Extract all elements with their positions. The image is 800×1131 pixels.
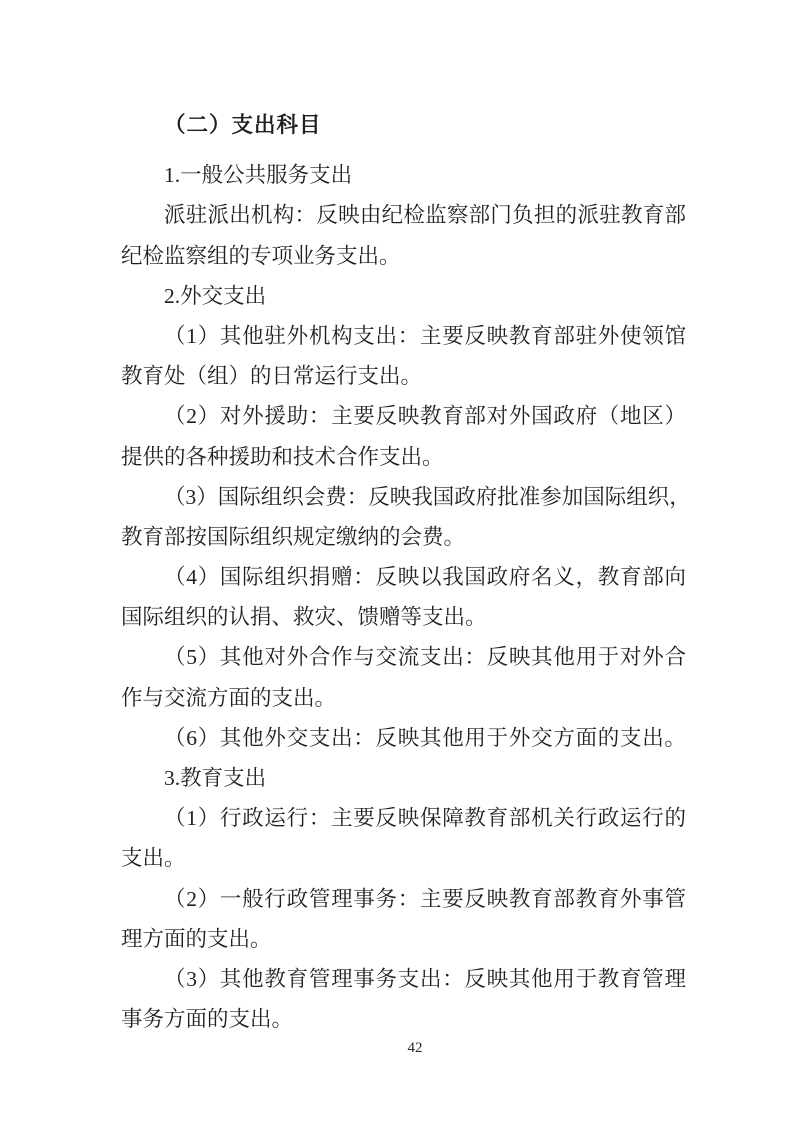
paragraph: [121, 718, 686, 758]
paragraph: [121, 798, 686, 878]
text-line: 派驻派出机构：反映由纪检监察部门负担的派驻教育部: [164, 203, 686, 228]
paragraph: [121, 276, 686, 316]
paragraph-container: [121, 155, 691, 1039]
text-line: 理方面的支出。: [121, 926, 272, 951]
text-line: （3）国际组织会费：反映我国政府批准参加国际组织，: [164, 484, 691, 509]
paragraph: [121, 879, 686, 959]
paragraph: [121, 758, 686, 798]
text-line: 教育处（组）的日常运行支出。: [121, 364, 423, 389]
paragraph: [121, 195, 686, 275]
text-line: 支出。: [121, 846, 186, 871]
text-line: 3.教育支出: [164, 766, 267, 790]
text-line: 提供的各种援助和技术合作支出。: [121, 444, 444, 469]
paragraph: [121, 477, 691, 557]
text-line: （4）国际组织捐赠：反映以我国政府名义，教育部向: [164, 565, 686, 590]
paragraph: [121, 959, 686, 1039]
text-line: （2）对外援助：主要反映教育部对外国政府（地区）: [164, 404, 686, 429]
document-content: [121, 105, 691, 1039]
paragraph: [121, 557, 686, 637]
text-line: （5）其他对外合作与交流支出：反映其他用于对外合: [164, 645, 686, 670]
text-line: 作与交流方面的支出。: [121, 685, 337, 710]
paragraph: [121, 396, 686, 476]
text-line: 国际组织的认捐、救灾、馈赠等支出。: [121, 605, 487, 630]
paragraph: [121, 155, 686, 195]
text-line: 纪检监察组的专项业务支出。: [121, 243, 401, 268]
paragraph: [121, 316, 686, 396]
page-number: 42: [407, 1040, 423, 1056]
text-line: （1）行政运行：主要反映保障教育部机关行政运行的: [164, 806, 686, 831]
text-line: （3）其他教育管理事务支出：反映其他用于教育管理: [164, 966, 686, 991]
section-heading: （二）支出科目: [164, 113, 322, 137]
paragraph: [121, 637, 686, 717]
text-line: 事务方面的支出。: [121, 1007, 294, 1032]
text-line: （2）一般行政管理事务：主要反映教育部教育外事管: [164, 886, 686, 911]
text-line: （6）其他外交支出：反映其他用于外交方面的支出。: [164, 725, 686, 750]
text-line: 1.一般公共服务支出: [164, 163, 353, 188]
text-line: （1）其他驻外机构支出：主要反映教育部驻外使领馆: [164, 323, 686, 348]
text-line: 2.外交支出: [164, 283, 267, 308]
text-line: 教育部按国际组织规定缴纳的会费。: [121, 524, 466, 549]
